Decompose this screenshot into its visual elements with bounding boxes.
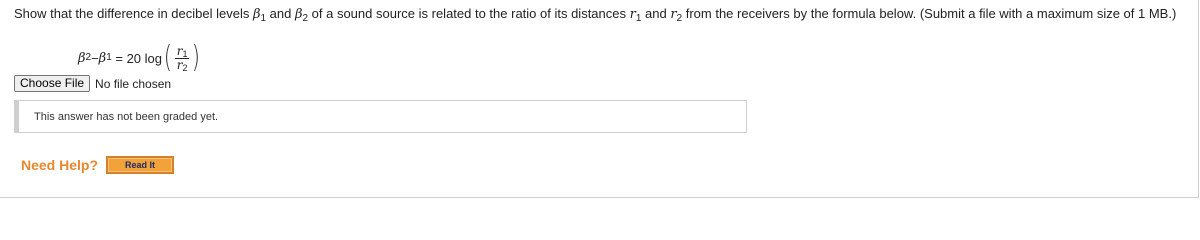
subscript: 2 [182, 62, 188, 73]
formula: β 2 − β 1 = 20 log ( $\frac{r_1}{r_2}$ ) [78, 40, 201, 75]
formula-minus: − [91, 50, 99, 66]
subscript: 1 [260, 13, 267, 24]
right-paren: ) [192, 40, 201, 75]
distance-ratio [175, 45, 190, 72]
r-symbol: r [176, 57, 183, 72]
beta-symbol: β [98, 50, 107, 66]
beta-symbol: β [294, 7, 303, 22]
left-paren: ( [163, 40, 172, 75]
beta-symbol: β [78, 50, 86, 66]
grading-status-text: This answer has not been graded yet. [34, 111, 219, 123]
grading-status-box [14, 100, 747, 133]
need-help-label: Need Help? [21, 157, 99, 173]
ratio-numerator [175, 45, 190, 59]
question-text-part2: of a sound source is related to the ratio of its distances [308, 6, 630, 21]
subscript: 1 [182, 48, 188, 59]
ratio-denominator [175, 59, 190, 72]
question-text-and: and [266, 6, 295, 21]
question-text-part3: from the receivers by the formula below. (Submit a file with a maximum size of 1 MB.) [682, 6, 1177, 21]
subscript: 1 [635, 13, 642, 24]
file-upload [14, 75, 171, 92]
read-it-button[interactable]: Read It [106, 156, 174, 174]
question-text-part1: Show that the difference in decibel levels [14, 6, 253, 21]
subscript: 2 [302, 13, 309, 24]
question-text [14, 6, 1194, 23]
r-symbol: r [176, 43, 183, 58]
file-status: No file chosen [95, 76, 172, 91]
r-symbol: r [670, 7, 677, 22]
beta-symbol: β [252, 7, 261, 22]
choose-file-button[interactable]: Choose File [14, 75, 90, 92]
formula-equals-log: = 20 log [111, 50, 162, 66]
subscript: 2 [676, 13, 683, 24]
need-help [21, 156, 174, 174]
r-symbol: r [629, 7, 636, 22]
question-text-and: and [641, 6, 671, 21]
